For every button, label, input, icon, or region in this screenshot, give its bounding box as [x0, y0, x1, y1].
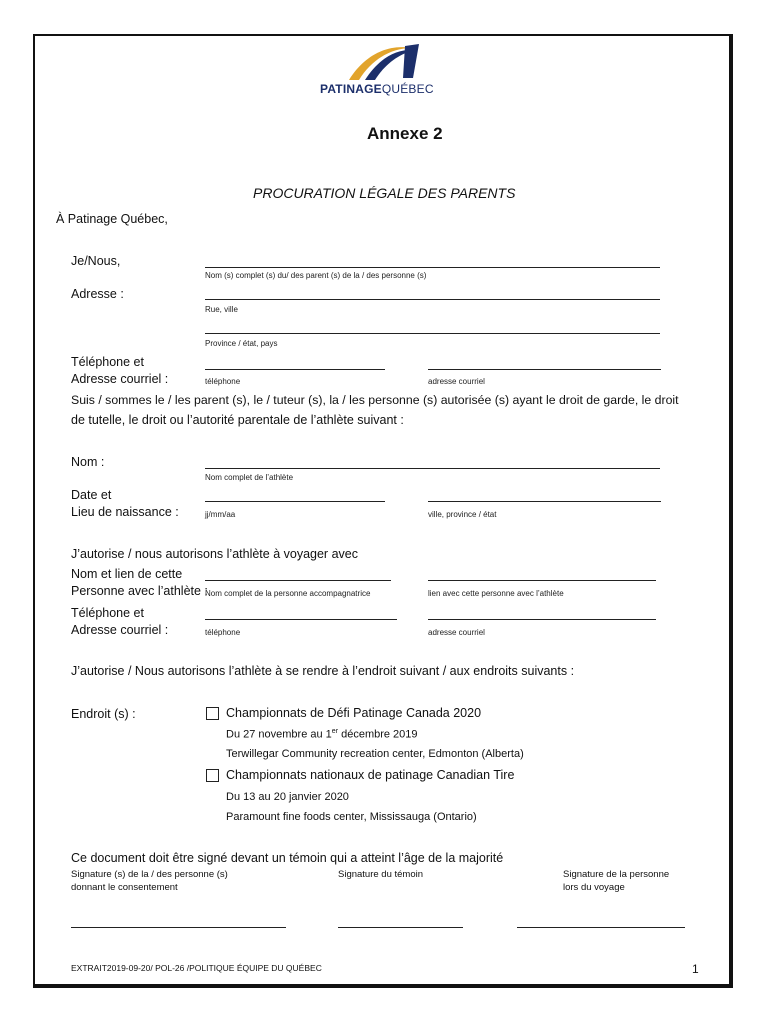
athlete-name-caption: Nom complet de l’athlète: [205, 473, 294, 482]
parent-signature-label-2: donnant le consentement: [71, 882, 178, 893]
option-1-date: [226, 728, 418, 741]
birth-place-field[interactable]: [428, 501, 661, 502]
birth-date-caption: jj/mm/aa: [205, 510, 236, 519]
logo-text-light: QUÉBEC: [381, 82, 434, 96]
document-title: Annexe 2: [367, 124, 443, 143]
telephone-caption: téléphone: [205, 377, 241, 386]
email-field[interactable]: [428, 369, 661, 370]
companion-relation-caption: lien avec cette personne avec l’athlète: [428, 589, 564, 598]
option-2-checkbox[interactable]: [206, 769, 219, 782]
parent-signature-field[interactable]: [71, 927, 286, 928]
option-1-date-sup: er: [331, 728, 339, 735]
destinations-heading: J’autorise / Nous autorisons l’athlète à se rendre à l’endroit suivant / aux endroits suivants :: [71, 664, 575, 678]
adresse-label: Adresse :: [71, 287, 124, 301]
companion-email-field[interactable]: [428, 619, 656, 620]
parent-name-field[interactable]: [205, 267, 660, 268]
statement-line-1: Suis / sommes le / les parent (s), le / tuteur (s), la / les personne (s) autorisée (s) ayant le droit de garde, le droit: [71, 393, 679, 407]
telephone-label-2: Adresse courriel :: [71, 372, 169, 386]
document-subtitle: PROCURATION LÉGALE DES PARENTS: [253, 185, 516, 201]
street-field[interactable]: [205, 299, 660, 300]
statement-line-2: de tutelle, le droit ou l’autorité parentale de l’athlète suivant :: [71, 413, 404, 427]
logo-wordmark: [320, 82, 434, 96]
parent-signature-label-1: Signature (s) de la / des personne (s): [71, 869, 228, 880]
greeting: À Patinage Québec,: [56, 212, 168, 226]
birth-date-field[interactable]: [205, 501, 385, 502]
birth-label-2: Lieu de naissance :: [71, 505, 179, 519]
page-number: 1: [692, 962, 699, 976]
companion-relation-field[interactable]: [428, 580, 656, 581]
option-1-venue: Terwillegar Community recreation center, Edmonton (Alberta): [226, 748, 524, 760]
je-nous-label: Je/Nous,: [71, 254, 121, 268]
birth-label-1: Date et: [71, 488, 112, 502]
companion-telephone-label-1: Téléphone et: [71, 606, 144, 620]
footer-reference: EXTRAIT2019-09-20/ POL-26 /POLITIQUE ÉQUIPE DU QUÉBEC: [71, 963, 322, 973]
signatures-heading: Ce document doit être signé devant un témoin qui a atteint l’âge de la majorité: [71, 851, 504, 865]
option-1-date-suffix: décembre 2019: [338, 728, 418, 741]
athlete-name-label: Nom :: [71, 455, 105, 469]
witness-signature-field[interactable]: [338, 927, 463, 928]
companion-label-1: Nom et lien de cette: [71, 567, 183, 581]
option-2-date: Du 13 au 20 janvier 2020: [226, 791, 349, 803]
traveler-signature-label-2: lors du voyage: [563, 882, 625, 893]
companion-name-field[interactable]: [205, 580, 391, 581]
logo-swoosh-icon: [345, 40, 425, 84]
logo-text-bold: PATINAGE: [320, 82, 382, 96]
companion-telephone-label-2: Adresse courriel :: [71, 623, 169, 637]
athlete-name-field[interactable]: [205, 468, 660, 469]
companion-label-2: Personne avec l’athlète :: [71, 584, 208, 598]
travel-heading: J’autorise / nous autorisons l’athlète à voyager avec: [71, 547, 358, 561]
witness-signature-label: Signature du témoin: [338, 869, 424, 880]
birth-place-caption: ville, province / état: [428, 510, 497, 519]
province-field[interactable]: [205, 333, 660, 334]
email-caption: adresse courriel: [428, 377, 485, 386]
option-1-title: Championnats de Défi Patinage Canada 2020: [226, 706, 482, 720]
companion-email-caption: adresse courriel: [428, 628, 485, 637]
option-2-title: Championnats nationaux de patinage Canadian Tire: [226, 768, 515, 782]
option-1-checkbox[interactable]: [206, 707, 219, 720]
option-1-date-prefix: Du 27 novembre au 1: [226, 728, 332, 741]
parent-name-caption: Nom (s) complet (s) du/ des parent (s) de la / des personne (s): [205, 271, 427, 280]
traveler-signature-label-1: Signature de la personne: [563, 869, 670, 880]
street-caption: Rue, ville: [205, 305, 238, 314]
telephone-field[interactable]: [205, 369, 385, 370]
telephone-label-1: Téléphone et: [71, 355, 144, 369]
traveler-signature-field[interactable]: [517, 927, 685, 928]
province-caption: Province / état, pays: [205, 339, 278, 348]
companion-telephone-caption: téléphone: [205, 628, 241, 637]
endroit-label: Endroit (s) :: [71, 707, 136, 721]
companion-name-caption: Nom complet de la personne accompagnatrice: [205, 589, 371, 598]
option-2-venue: Paramount fine foods center, Mississauga (Ontario): [226, 811, 477, 823]
companion-telephone-field[interactable]: [205, 619, 397, 620]
